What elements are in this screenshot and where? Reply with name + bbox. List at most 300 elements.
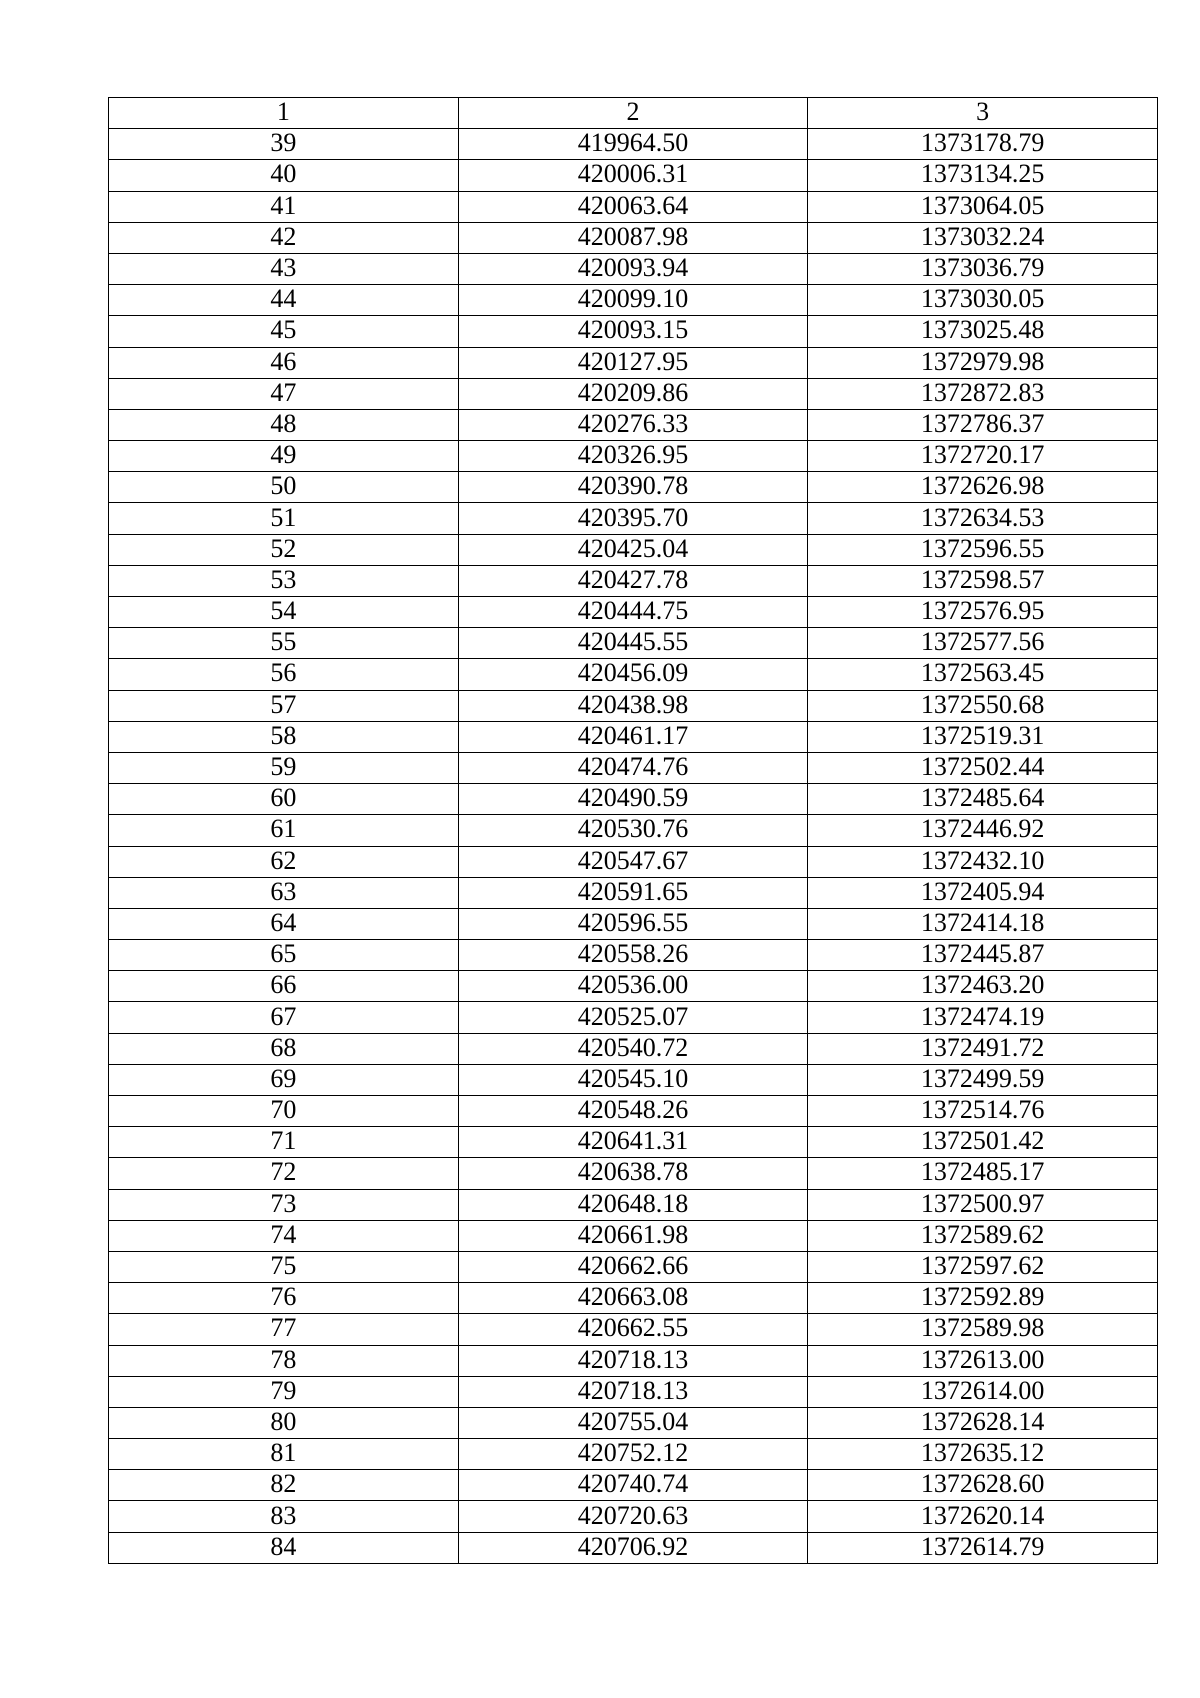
x-coordinate-cell bbox=[458, 565, 808, 596]
y-coordinate-cell bbox=[808, 784, 1158, 815]
x-coordinate-cell bbox=[458, 1251, 808, 1282]
y-coordinate-cell bbox=[808, 378, 1158, 409]
cell-value: 420209.86 bbox=[577, 377, 689, 407]
y-coordinate-cell bbox=[808, 1439, 1158, 1470]
y-coordinate-cell bbox=[808, 409, 1158, 440]
cell-value: 1372614.79 bbox=[920, 1531, 1045, 1561]
table-row bbox=[109, 690, 1158, 721]
x-coordinate-cell bbox=[458, 940, 808, 971]
table-row bbox=[109, 378, 1158, 409]
cell-value: 1372786.37 bbox=[920, 408, 1045, 438]
cell-value: 1372979.98 bbox=[920, 346, 1045, 376]
y-coordinate-cell bbox=[808, 1158, 1158, 1189]
cell-value: 51 bbox=[270, 502, 297, 532]
table-row bbox=[109, 409, 1158, 440]
point-number-cell bbox=[109, 1532, 459, 1563]
cell-value: 74 bbox=[270, 1219, 297, 1249]
point-number-cell bbox=[109, 222, 459, 253]
cell-value: 1372626.98 bbox=[920, 471, 1045, 501]
cell-value: 1372519.31 bbox=[920, 720, 1045, 750]
point-number-cell bbox=[109, 940, 459, 971]
cell-value: 1372432.10 bbox=[920, 845, 1045, 875]
header-cell-col-2 bbox=[458, 98, 808, 129]
x-coordinate-cell bbox=[458, 846, 808, 877]
x-coordinate-cell bbox=[458, 378, 808, 409]
x-coordinate-cell bbox=[458, 971, 808, 1002]
cell-value: 420558.26 bbox=[577, 939, 689, 969]
table-row bbox=[109, 191, 1158, 222]
y-coordinate-cell bbox=[808, 316, 1158, 347]
cell-value: 420093.15 bbox=[577, 315, 689, 345]
cell-value: 1372405.94 bbox=[920, 876, 1045, 906]
point-number-cell bbox=[109, 503, 459, 534]
cell-value: 420474.76 bbox=[577, 752, 689, 782]
cell-value: 420662.55 bbox=[577, 1313, 689, 1343]
point-number-cell bbox=[109, 316, 459, 347]
cell-value: 1372577.56 bbox=[920, 627, 1045, 657]
cell-value: 420663.08 bbox=[577, 1282, 689, 1312]
y-coordinate-cell bbox=[808, 908, 1158, 939]
point-number-cell bbox=[109, 752, 459, 783]
cell-value: 420718.13 bbox=[577, 1344, 689, 1374]
y-coordinate-cell bbox=[808, 752, 1158, 783]
cell-value: 72 bbox=[270, 1157, 297, 1187]
point-number-cell bbox=[109, 378, 459, 409]
coordinates-table bbox=[108, 97, 1158, 1564]
y-coordinate-cell bbox=[808, 191, 1158, 222]
table-row bbox=[109, 1127, 1158, 1158]
cell-value: 45 bbox=[270, 315, 297, 345]
cell-value: 420087.98 bbox=[577, 221, 689, 251]
cell-value: 69 bbox=[270, 1063, 297, 1093]
table-row bbox=[109, 441, 1158, 472]
cell-value: 43 bbox=[270, 253, 297, 283]
point-number-cell bbox=[109, 534, 459, 565]
cell-value: 1372446.92 bbox=[920, 814, 1045, 844]
cell-value: 1372598.57 bbox=[920, 564, 1045, 594]
y-coordinate-cell bbox=[808, 222, 1158, 253]
cell-value: 420099.10 bbox=[577, 284, 689, 314]
cell-value: 420540.72 bbox=[577, 1032, 689, 1062]
point-number-cell bbox=[109, 1158, 459, 1189]
table-row bbox=[109, 908, 1158, 939]
cell-value: 420093.94 bbox=[577, 253, 689, 283]
point-number-cell bbox=[109, 1127, 459, 1158]
cell-value: 80 bbox=[270, 1406, 297, 1436]
cell-value: 78 bbox=[270, 1344, 297, 1374]
y-coordinate-cell bbox=[808, 971, 1158, 1002]
table-row bbox=[109, 1251, 1158, 1282]
y-coordinate-cell bbox=[808, 1314, 1158, 1345]
header-label: 2 bbox=[626, 97, 640, 127]
point-number-cell bbox=[109, 285, 459, 316]
y-coordinate-cell bbox=[808, 503, 1158, 534]
y-coordinate-cell bbox=[808, 1283, 1158, 1314]
cell-value: 419964.50 bbox=[577, 128, 689, 158]
cell-value: 420752.12 bbox=[577, 1438, 689, 1468]
cell-value: 1372485.17 bbox=[920, 1157, 1045, 1187]
cell-value: 1373032.24 bbox=[920, 221, 1045, 251]
y-coordinate-cell bbox=[808, 441, 1158, 472]
cell-value: 420127.95 bbox=[577, 346, 689, 376]
x-coordinate-cell bbox=[458, 659, 808, 690]
cell-value: 65 bbox=[270, 939, 297, 969]
cell-value: 420525.07 bbox=[577, 1001, 689, 1031]
cell-value: 420276.33 bbox=[577, 408, 689, 438]
table-row bbox=[109, 1220, 1158, 1251]
x-coordinate-cell bbox=[458, 129, 808, 160]
cell-value: 1372589.62 bbox=[920, 1219, 1045, 1249]
table-row bbox=[109, 472, 1158, 503]
cell-value: 50 bbox=[270, 471, 297, 501]
point-number-cell bbox=[109, 1251, 459, 1282]
cell-value: 1372589.98 bbox=[920, 1313, 1045, 1343]
y-coordinate-cell bbox=[808, 1376, 1158, 1407]
cell-value: 58 bbox=[270, 720, 297, 750]
x-coordinate-cell bbox=[458, 1376, 808, 1407]
x-coordinate-cell bbox=[458, 503, 808, 534]
cell-value: 77 bbox=[270, 1313, 297, 1343]
cell-value: 1372500.97 bbox=[920, 1188, 1045, 1218]
point-number-cell bbox=[109, 441, 459, 472]
y-coordinate-cell bbox=[808, 534, 1158, 565]
y-coordinate-cell bbox=[808, 565, 1158, 596]
cell-value: 83 bbox=[270, 1500, 297, 1530]
cell-value: 420536.00 bbox=[577, 970, 689, 1000]
table-row bbox=[109, 1470, 1158, 1501]
x-coordinate-cell bbox=[458, 1345, 808, 1376]
table-row bbox=[109, 815, 1158, 846]
cell-value: 79 bbox=[270, 1375, 297, 1405]
cell-value: 68 bbox=[270, 1032, 297, 1062]
y-coordinate-cell bbox=[808, 285, 1158, 316]
point-number-cell bbox=[109, 721, 459, 752]
y-coordinate-cell bbox=[808, 628, 1158, 659]
cell-value: 420662.66 bbox=[577, 1251, 689, 1281]
x-coordinate-cell bbox=[458, 316, 808, 347]
cell-value: 420456.09 bbox=[577, 658, 689, 688]
y-coordinate-cell bbox=[808, 940, 1158, 971]
cell-value: 41 bbox=[270, 190, 297, 220]
table-row bbox=[109, 160, 1158, 191]
cell-value: 1372485.64 bbox=[920, 783, 1045, 813]
cell-value: 420638.78 bbox=[577, 1157, 689, 1187]
x-coordinate-cell bbox=[458, 1407, 808, 1438]
cell-value: 1372720.17 bbox=[920, 440, 1045, 470]
table-row bbox=[109, 846, 1158, 877]
table-row bbox=[109, 565, 1158, 596]
cell-value: 420591.65 bbox=[577, 876, 689, 906]
y-coordinate-cell bbox=[808, 1127, 1158, 1158]
y-coordinate-cell bbox=[808, 1033, 1158, 1064]
table-row bbox=[109, 129, 1158, 160]
y-coordinate-cell bbox=[808, 129, 1158, 160]
table-row bbox=[109, 877, 1158, 908]
table-row bbox=[109, 1345, 1158, 1376]
point-number-cell bbox=[109, 191, 459, 222]
header-label: 3 bbox=[976, 97, 990, 127]
cell-value: 1372613.00 bbox=[920, 1344, 1045, 1374]
x-coordinate-cell bbox=[458, 1189, 808, 1220]
table-row bbox=[109, 1189, 1158, 1220]
x-coordinate-cell bbox=[458, 347, 808, 378]
x-coordinate-cell bbox=[458, 1501, 808, 1532]
table-row bbox=[109, 1532, 1158, 1563]
y-coordinate-cell bbox=[808, 253, 1158, 284]
cell-value: 63 bbox=[270, 876, 297, 906]
cell-value: 1373030.05 bbox=[920, 284, 1045, 314]
point-number-cell bbox=[109, 1283, 459, 1314]
point-number-cell bbox=[109, 565, 459, 596]
cell-value: 1372635.12 bbox=[920, 1438, 1045, 1468]
table-row bbox=[109, 316, 1158, 347]
y-coordinate-cell bbox=[808, 1220, 1158, 1251]
y-coordinate-cell bbox=[808, 1064, 1158, 1095]
cell-value: 44 bbox=[270, 284, 297, 314]
x-coordinate-cell bbox=[458, 534, 808, 565]
cell-value: 1373178.79 bbox=[920, 128, 1045, 158]
cell-value: 420740.74 bbox=[577, 1469, 689, 1499]
cell-value: 1372592.89 bbox=[920, 1282, 1045, 1312]
x-coordinate-cell bbox=[458, 1470, 808, 1501]
cell-value: 61 bbox=[270, 814, 297, 844]
y-coordinate-cell bbox=[808, 597, 1158, 628]
x-coordinate-cell bbox=[458, 441, 808, 472]
cell-value: 420326.95 bbox=[577, 440, 689, 470]
cell-value: 60 bbox=[270, 783, 297, 813]
point-number-cell bbox=[109, 784, 459, 815]
header-label: 1 bbox=[276, 97, 290, 127]
cell-value: 1372491.72 bbox=[920, 1032, 1045, 1062]
cell-value: 49 bbox=[270, 440, 297, 470]
cell-value: 1373134.25 bbox=[920, 159, 1045, 189]
cell-value: 1372634.53 bbox=[920, 502, 1045, 532]
y-coordinate-cell bbox=[808, 1501, 1158, 1532]
cell-value: 1373025.48 bbox=[920, 315, 1045, 345]
point-number-cell bbox=[109, 129, 459, 160]
x-coordinate-cell bbox=[458, 1002, 808, 1033]
point-number-cell bbox=[109, 1096, 459, 1127]
y-coordinate-cell bbox=[808, 1189, 1158, 1220]
cell-value: 420596.55 bbox=[577, 907, 689, 937]
cell-value: 73 bbox=[270, 1188, 297, 1218]
point-number-cell bbox=[109, 597, 459, 628]
cell-value: 1372474.19 bbox=[920, 1001, 1045, 1031]
y-coordinate-cell bbox=[808, 347, 1158, 378]
cell-value: 81 bbox=[270, 1438, 297, 1468]
point-number-cell bbox=[109, 659, 459, 690]
x-coordinate-cell bbox=[458, 1158, 808, 1189]
x-coordinate-cell bbox=[458, 285, 808, 316]
x-coordinate-cell bbox=[458, 1127, 808, 1158]
point-number-cell bbox=[109, 971, 459, 1002]
x-coordinate-cell bbox=[458, 1096, 808, 1127]
cell-value: 420427.78 bbox=[577, 564, 689, 594]
cell-value: 70 bbox=[270, 1095, 297, 1125]
cell-value: 59 bbox=[270, 752, 297, 782]
x-coordinate-cell bbox=[458, 752, 808, 783]
table-row bbox=[109, 253, 1158, 284]
cell-value: 1372628.14 bbox=[920, 1406, 1045, 1436]
x-coordinate-cell bbox=[458, 1064, 808, 1095]
cell-value: 420425.04 bbox=[577, 533, 689, 563]
cell-value: 420718.13 bbox=[577, 1375, 689, 1405]
cell-value: 55 bbox=[270, 627, 297, 657]
cell-value: 52 bbox=[270, 533, 297, 563]
y-coordinate-cell bbox=[808, 815, 1158, 846]
cell-value: 1372597.62 bbox=[920, 1251, 1045, 1281]
x-coordinate-cell bbox=[458, 472, 808, 503]
x-coordinate-cell bbox=[458, 628, 808, 659]
y-coordinate-cell bbox=[808, 1470, 1158, 1501]
point-number-cell bbox=[109, 1470, 459, 1501]
table-row bbox=[109, 1064, 1158, 1095]
point-number-cell bbox=[109, 1064, 459, 1095]
point-number-cell bbox=[109, 472, 459, 503]
cell-value: 1372502.44 bbox=[920, 752, 1045, 782]
header-cell-col-3 bbox=[808, 98, 1158, 129]
point-number-cell bbox=[109, 1033, 459, 1064]
point-number-cell bbox=[109, 1501, 459, 1532]
cell-value: 48 bbox=[270, 408, 297, 438]
point-number-cell bbox=[109, 1407, 459, 1438]
x-coordinate-cell bbox=[458, 815, 808, 846]
cell-value: 1373036.79 bbox=[920, 253, 1045, 283]
cell-value: 1372614.00 bbox=[920, 1375, 1045, 1405]
cell-value: 53 bbox=[270, 564, 297, 594]
cell-value: 62 bbox=[270, 845, 297, 875]
cell-value: 420648.18 bbox=[577, 1188, 689, 1218]
table-row bbox=[109, 721, 1158, 752]
cell-value: 42 bbox=[270, 221, 297, 251]
x-coordinate-cell bbox=[458, 409, 808, 440]
header-cell-col-1 bbox=[109, 98, 459, 129]
cell-value: 1372620.14 bbox=[920, 1500, 1045, 1530]
cell-value: 57 bbox=[270, 689, 297, 719]
cell-value: 420706.92 bbox=[577, 1531, 689, 1561]
y-coordinate-cell bbox=[808, 1251, 1158, 1282]
table-row bbox=[109, 597, 1158, 628]
cell-value: 1372628.60 bbox=[920, 1469, 1045, 1499]
cell-value: 54 bbox=[270, 596, 297, 626]
table-row bbox=[109, 1283, 1158, 1314]
y-coordinate-cell bbox=[808, 1532, 1158, 1563]
table-row bbox=[109, 940, 1158, 971]
y-coordinate-cell bbox=[808, 1096, 1158, 1127]
y-coordinate-cell bbox=[808, 877, 1158, 908]
coordinates-table-body bbox=[109, 98, 1158, 1564]
table-row bbox=[109, 1501, 1158, 1532]
x-coordinate-cell bbox=[458, 191, 808, 222]
cell-value: 1373064.05 bbox=[920, 190, 1045, 220]
x-coordinate-cell bbox=[458, 1314, 808, 1345]
cell-value: 1372499.59 bbox=[920, 1063, 1045, 1093]
point-number-cell bbox=[109, 908, 459, 939]
y-coordinate-cell bbox=[808, 690, 1158, 721]
y-coordinate-cell bbox=[808, 1002, 1158, 1033]
cell-value: 1372514.76 bbox=[920, 1095, 1045, 1125]
x-coordinate-cell bbox=[458, 1532, 808, 1563]
table-header-row bbox=[109, 98, 1158, 129]
table-row bbox=[109, 503, 1158, 534]
y-coordinate-cell bbox=[808, 1345, 1158, 1376]
cell-value: 420006.31 bbox=[577, 159, 689, 189]
point-number-cell bbox=[109, 690, 459, 721]
table-row bbox=[109, 222, 1158, 253]
cell-value: 420063.64 bbox=[577, 190, 689, 220]
cell-value: 47 bbox=[270, 377, 297, 407]
point-number-cell bbox=[109, 1220, 459, 1251]
table-row bbox=[109, 1096, 1158, 1127]
cell-value: 75 bbox=[270, 1251, 297, 1281]
x-coordinate-cell bbox=[458, 721, 808, 752]
point-number-cell bbox=[109, 160, 459, 191]
point-number-cell bbox=[109, 409, 459, 440]
x-coordinate-cell bbox=[458, 690, 808, 721]
cell-value: 420545.10 bbox=[577, 1063, 689, 1093]
point-number-cell bbox=[109, 1439, 459, 1470]
cell-value: 39 bbox=[270, 128, 297, 158]
cell-value: 56 bbox=[270, 658, 297, 688]
cell-value: 420661.98 bbox=[577, 1219, 689, 1249]
point-number-cell bbox=[109, 1376, 459, 1407]
cell-value: 420530.76 bbox=[577, 814, 689, 844]
table-row bbox=[109, 1407, 1158, 1438]
x-coordinate-cell bbox=[458, 1220, 808, 1251]
table-row bbox=[109, 1439, 1158, 1470]
point-number-cell bbox=[109, 1189, 459, 1220]
point-number-cell bbox=[109, 1314, 459, 1345]
table-row bbox=[109, 1158, 1158, 1189]
table-row bbox=[109, 752, 1158, 783]
point-number-cell bbox=[109, 877, 459, 908]
cell-value: 420395.70 bbox=[577, 502, 689, 532]
x-coordinate-cell bbox=[458, 784, 808, 815]
cell-value: 420390.78 bbox=[577, 471, 689, 501]
cell-value: 1372563.45 bbox=[920, 658, 1045, 688]
cell-value: 1372872.83 bbox=[920, 377, 1045, 407]
x-coordinate-cell bbox=[458, 908, 808, 939]
table-row bbox=[109, 1376, 1158, 1407]
x-coordinate-cell bbox=[458, 877, 808, 908]
table-row bbox=[109, 628, 1158, 659]
cell-value: 420444.75 bbox=[577, 596, 689, 626]
table-row bbox=[109, 659, 1158, 690]
point-number-cell bbox=[109, 815, 459, 846]
x-coordinate-cell bbox=[458, 222, 808, 253]
cell-value: 67 bbox=[270, 1001, 297, 1031]
cell-value: 71 bbox=[270, 1126, 297, 1156]
cell-value: 420720.63 bbox=[577, 1500, 689, 1530]
cell-value: 420461.17 bbox=[577, 720, 689, 750]
table-row bbox=[109, 534, 1158, 565]
table-row bbox=[109, 285, 1158, 316]
cell-value: 76 bbox=[270, 1282, 297, 1312]
point-number-cell bbox=[109, 1002, 459, 1033]
cell-value: 64 bbox=[270, 907, 297, 937]
table-row bbox=[109, 1033, 1158, 1064]
table-row bbox=[109, 1314, 1158, 1345]
cell-value: 420548.26 bbox=[577, 1095, 689, 1125]
table-row bbox=[109, 971, 1158, 1002]
cell-value: 84 bbox=[270, 1531, 297, 1561]
x-coordinate-cell bbox=[458, 1439, 808, 1470]
cell-value: 66 bbox=[270, 970, 297, 1000]
cell-value: 1372463.20 bbox=[920, 970, 1045, 1000]
table-row bbox=[109, 347, 1158, 378]
cell-value: 1372501.42 bbox=[920, 1126, 1045, 1156]
x-coordinate-cell bbox=[458, 253, 808, 284]
